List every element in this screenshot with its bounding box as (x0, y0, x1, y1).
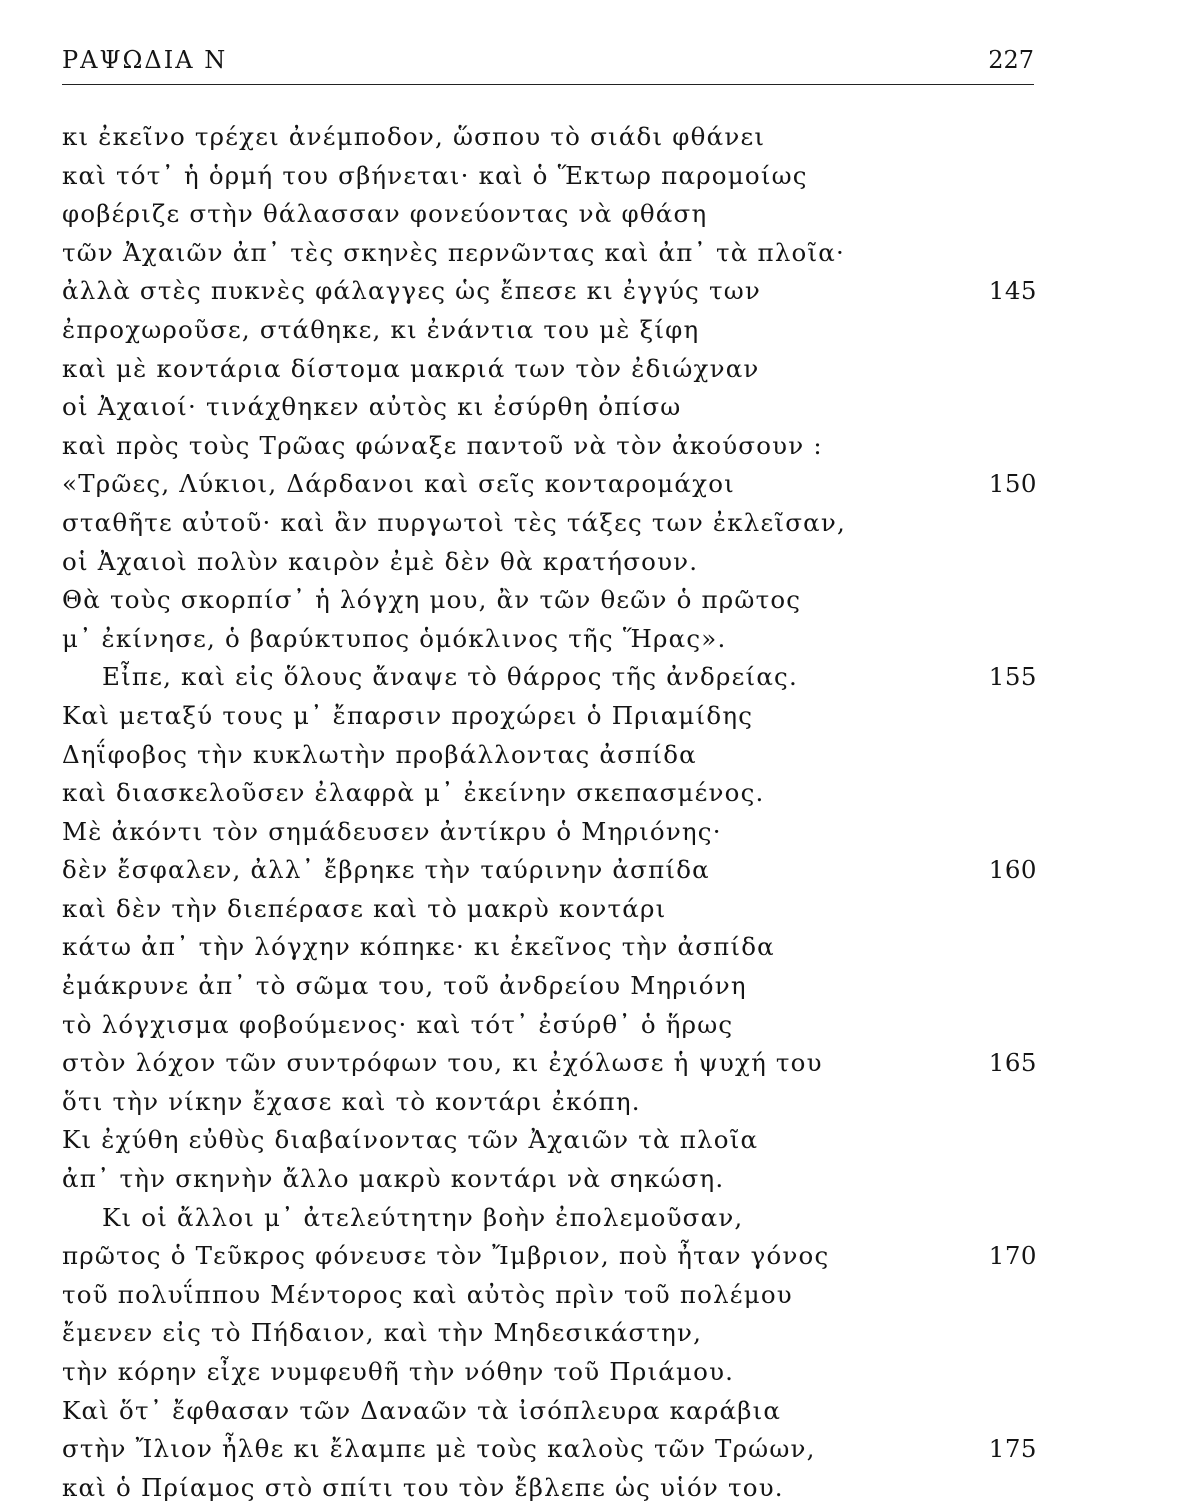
verse-number: 175 (988, 1434, 1037, 1464)
verse-line (62, 620, 1037, 659)
verse-line (62, 967, 1037, 1006)
verse-text: τὴν κόρην εἶχε νυμφευθῆ τὴν νόθην τοῦ Πριάμου. (62, 1357, 735, 1386)
verse-text: οἱ Ἀχαιοὶ πολὺν καιρὸν ἐμὲ δὲν θὰ κρατήσουν. (62, 546, 699, 576)
verse-text: ἀπ᾽ τὴν σκηνὴν ἄλλο μακρὺ κοντάρι νὰ σηκώση. (62, 1164, 725, 1194)
verse-line (62, 234, 1037, 273)
verse-number: 160 (988, 855, 1037, 885)
verse-text: καὶ διασκελοῦσεν ἐλαφρὰ μ᾽ ἐκείνην σκεπασμένος. (62, 778, 765, 808)
verse-text: πρῶτος ὁ Τεῦκρος φόνευσε τὸν Ἴμβριον, ποὺ ἦταν γόνος (62, 1241, 830, 1271)
verse-text: φοβέριζε στὴν θάλασσαν φονεύοντας νὰ φθάση (62, 199, 708, 229)
verse-text: καὶ δὲν τὴν διεπέρασε καὶ τὸ μακρὺ κοντάρι (62, 893, 667, 923)
verse-line (62, 1160, 1037, 1199)
verse-text: Καὶ μεταξύ τους μ᾽ ἔπαρσιν προχώρει ὁ Πριαμίδης (62, 700, 754, 730)
verse-text: ὅτι τὴν νίκην ἔχασε καὶ τὸ κοντάρι ἐκόπη. (62, 1086, 641, 1116)
verse-text: δὲν ἔσφαλεν, ἀλλ᾽ ἔβρηκε τὴν ταύρινην ἀσπίδα (62, 855, 710, 885)
verse-block (62, 118, 1037, 1507)
verse-text: «Τρῶες, Λύκιοι, Δάρδανοι καὶ σεῖς κονταρομάχοι (62, 469, 735, 499)
verse-text: καὶ μὲ κοντάρια δίστομα μακριά των τὸν ἐδιώχναν (62, 353, 760, 383)
verse-line (62, 350, 1037, 389)
verse-line (62, 736, 1037, 775)
verse-text: τοῦ πολυΐππου Μέντορος καὶ αὐτὸς πρὶν τοῦ πολέμου (62, 1279, 793, 1309)
verse-text: Κι οἱ ἄλλοι μ᾽ ἀτελεύτητην βοὴν ἐπολεμοῦσαν, (102, 1202, 744, 1232)
verse-text: Δηΐφοβος τὴν κυκλωτὴν προβάλλοντας ἀσπίδα (62, 739, 697, 769)
verse-line (62, 697, 1037, 736)
verse-line (62, 1353, 1037, 1392)
verse-line (62, 928, 1037, 967)
verse-line (62, 272, 1037, 311)
verse-text: κάτω ἀπ᾽ τὴν λόγχην κόπηκε· κι ἐκεῖνος τὴν ἀσπίδα (62, 932, 775, 962)
verse-text: Καὶ ὅτ᾽ ἔφθασαν τῶν Δαναῶν τὰ ἰσόπλευρα καράβια (62, 1395, 782, 1425)
verse-line (62, 1430, 1037, 1469)
verse-line (62, 851, 1037, 890)
verse-line (62, 1392, 1037, 1431)
verse-line (62, 388, 1037, 427)
verse-line (62, 1044, 1037, 1083)
verse-line (62, 157, 1037, 196)
verse-line (62, 1237, 1037, 1276)
verse-line (62, 1083, 1037, 1122)
verse-text: ἀλλὰ στὲς πυκνὲς φάλαγγες ὡς ἔπεσε κι ἐγγύς των (62, 276, 761, 306)
verse-line (62, 1314, 1037, 1353)
verse-text: καὶ τότ᾽ ἡ ὁρμή του σβήνεται· καὶ ὁ Ἕκτωρ παρομοίως (62, 160, 808, 190)
verse-line (62, 427, 1037, 466)
verse-line (62, 465, 1037, 504)
verse-line (62, 1276, 1037, 1315)
verse-text: Θὰ τοὺς σκορπίσ᾽ ἡ λόγχη μου, ἂν τῶν θεῶν ὁ πρῶτος (62, 585, 802, 615)
verse-text: μ᾽ ἐκίνησε, ὁ βαρύκτυπος ὁμόκλινος τῆς Ἥρας». (62, 623, 727, 653)
verse-number: 165 (988, 1048, 1037, 1078)
verse-line (62, 774, 1037, 813)
verse-number: 150 (988, 469, 1037, 499)
verse-text: στὴν Ἴλιον ἦλθε κι ἔλαμπε μὲ τοὺς καλοὺς τῶν Τρώων, (62, 1434, 816, 1464)
verse-line (62, 543, 1037, 582)
verse-line (62, 1469, 1037, 1507)
verse-number: 170 (988, 1241, 1037, 1271)
verse-line (62, 581, 1037, 620)
verse-line (62, 658, 1037, 697)
verse-text: ἐπροχωροῦσε, στάθηκε, κι ἐνάντια του μὲ ξίφη (62, 314, 700, 344)
verse-line (62, 813, 1037, 852)
verse-line (62, 890, 1037, 929)
running-head: ΡΑΨΩΔΙΑ Ν (62, 46, 228, 74)
verse-line (62, 1006, 1037, 1045)
verse-text: ἔμενεν εἰς τὸ Πήδαιον, καὶ τὴν Μηδεσικάστην, (62, 1318, 703, 1348)
verse-line (62, 311, 1037, 350)
verse-line (62, 118, 1037, 157)
verse-text: ἐμάκρυνε ἀπ᾽ τὸ σῶμα του, τοῦ ἀνδρείου Μηριόνη (62, 971, 747, 1001)
verse-text: τὸ λόγχισμα φοβούμενος· καὶ τότ᾽ ἐσύρθ᾽ ὁ ἥρως (62, 1009, 734, 1039)
verse-line (62, 504, 1037, 543)
page-number: 227 (988, 46, 1034, 74)
verse-text: καὶ ὁ Πρίαμος στὸ σπίτι του τὸν ἔβλεπε ὡς υἱόν του. (62, 1472, 784, 1502)
verse-text: τῶν Ἀχαιῶν ἀπ᾽ τὲς σκηνὲς περνῶντας καὶ ἀπ᾽ τὰ πλοῖα· (62, 237, 846, 267)
verse-text: Κι ἐχύθη εὐθὺς διαβαίνοντας τῶν Ἀχαιῶν τὰ πλοῖα (62, 1125, 759, 1155)
verse-text: στὸν λόχον τῶν συντρόφων του, κι ἐχόλωσε ἡ ψυχή του (62, 1048, 823, 1078)
verse-text: καὶ πρὸς τοὺς Τρῶας φώναξε παντοῦ νὰ τὸν ἀκούσουν : (62, 430, 823, 460)
verse-number: 145 (988, 276, 1037, 306)
verse-number: 155 (988, 662, 1037, 692)
verse-line (62, 1121, 1037, 1160)
verse-text: σταθῆτε αὐτοῦ· καὶ ἂν πυργωτοὶ τὲς τάξες των ἐκλεῖσαν, (62, 507, 846, 537)
verse-line (62, 1199, 1037, 1238)
verse-text: κι ἐκεῖνο τρέχει ἀνέμποδον, ὥσπου τὸ σιάδι φθάνει (62, 122, 766, 151)
verse-text: Μὲ ἀκόντι τὸν σημάδευσεν ἀντίκρυ ὁ Μηριόνης· (62, 816, 722, 846)
verse-text: οἱ Ἀχαιοί· τινάχθηκεν αὐτὸς κι ἐσύρθη ὀπίσω (62, 392, 682, 422)
verse-text: Εἶπε, καὶ εἰς ὅλους ἄναψε τὸ θάρρος τῆς ἀνδρείας. (102, 662, 798, 692)
page-header (62, 44, 1034, 85)
verse-line (62, 195, 1037, 234)
